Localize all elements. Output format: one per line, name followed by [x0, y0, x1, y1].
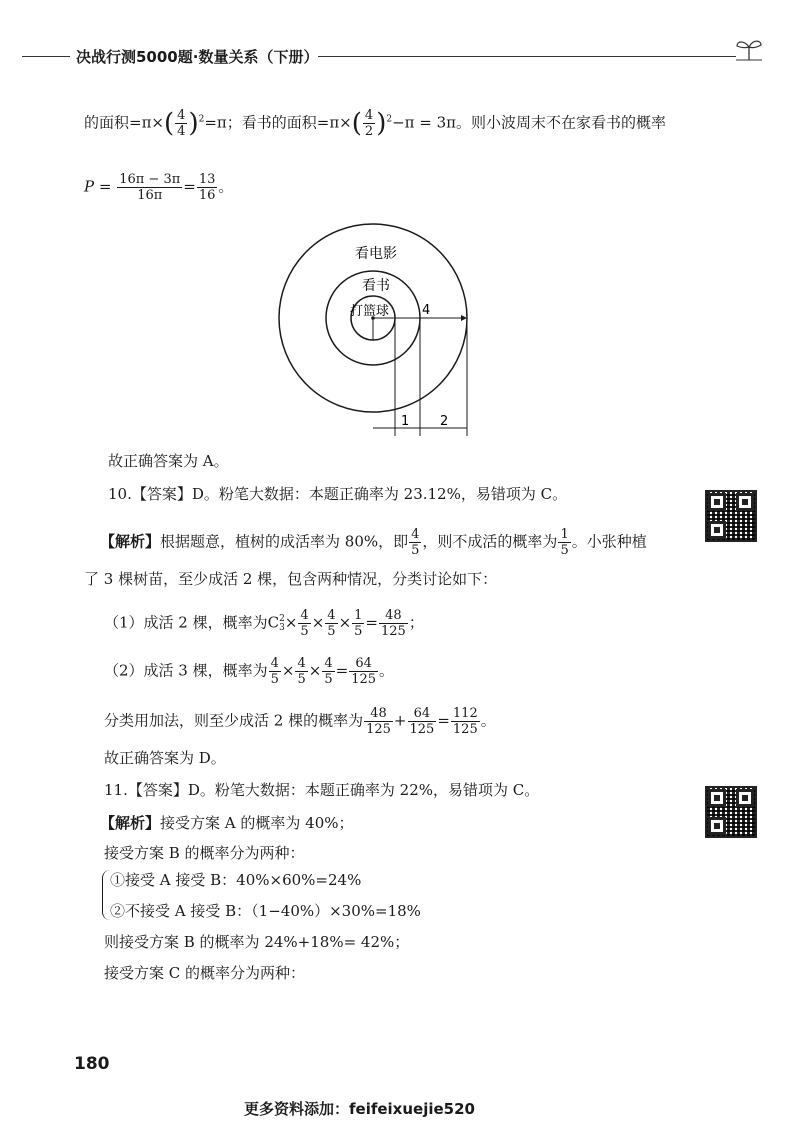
- target-diagram: [270, 218, 490, 446]
- qr-code-q10: [705, 490, 757, 542]
- q10-case1: （1）成活 2 棵，概率为C 2 3 × $\frac{4}{5}$ × $\frac{4}{5}$ × $\frac{1}{5}$ = $\frac{48}{125}$ ；: [104, 608, 424, 639]
- q11-case2: ②不接受 A 接受 B：（1−40%）×30%=18%: [110, 902, 421, 920]
- probability-formula: P = $\frac{16\pi - 3\pi}{16\pi}$ = $\frac{13}{16}$ 。: [84, 172, 234, 203]
- q11-answer-line: 11.【答案】D。粉笔大数据：本题正确率为 22%，易错项为 C。: [104, 781, 540, 799]
- sprout-icon: [734, 36, 764, 62]
- area-prefix: 的面积=π×: [84, 113, 164, 132]
- p-fraction: $\frac{16\pi - 3\pi}{16\pi}$: [119, 172, 181, 203]
- q10-sum: 分类用加法，则至少成活 2 棵的概率为 $\frac{48}{125}$ + $\frac{64}{125}$ = $\frac{112}{125}$ 。: [104, 706, 496, 737]
- area-fraction: $\frac{4}{4}$: [177, 108, 186, 139]
- q10-analysis-line1: 【解析】根据题意，植树的成活率为 80%，即 $\frac{4}{5}$ ，则不成活的概率为 $\frac{1}{5}$ 。小张种植: [100, 527, 647, 558]
- q11-line2: 接受方案 B 的概率分为两种：: [104, 844, 305, 862]
- q9-answer: 故正确答案为 A。: [108, 452, 229, 470]
- q11-analysis-line1: 【解析】接受方案 A 的概率为 40%；: [100, 814, 354, 832]
- label-basketball: 打篮球: [350, 304, 390, 319]
- header-rule-left: [22, 56, 70, 57]
- q10-analysis-line2: 了 3 棵树苗，至少成活 2 棵，包含两种情况，分类讨论如下：: [84, 570, 498, 588]
- page-number: 180: [74, 1054, 110, 1074]
- q11-case1: ①接受 A 接受 B：40%×60%=24%: [110, 871, 362, 889]
- label-movie: 看电影: [355, 246, 397, 262]
- q10-answer: 故正确答案为 D。: [104, 749, 226, 767]
- label-book: 看书: [362, 278, 390, 294]
- label-2: 2: [440, 414, 449, 429]
- q11-line6: 接受方案 C 的概率分为两种：: [104, 964, 306, 982]
- p-result-fraction: $\frac{13}{16}$: [198, 172, 216, 203]
- q10-case2: （2）成活 3 棵，概率为 $\frac{4}{5}$ × $\frac{4}{5}$ × $\frac{4}{5}$ = $\frac{64}{125}$ 。: [104, 656, 395, 687]
- header-title: 决战行测5000题·数量关系（下册）: [76, 48, 319, 66]
- label-1: 1: [401, 414, 410, 429]
- area-result: =π；看书的面积=π×: [204, 113, 352, 132]
- area-formula-line: 的面积=π×( $\frac{4}{4}$ )$^2$=π；看书的面积=π×( $\frac{4}{2}$ )$^2$−π = 3π。则小波周末不在家看书的概率: [84, 108, 667, 139]
- q11-line5: 则接受方案 B 的概率为 24%+18%= 42%；: [104, 933, 410, 951]
- header-rule-right: [318, 56, 736, 57]
- q10-answer-line: 10.【答案】D。粉笔大数据：本题正确率为 23.12%，易错项为 C。: [108, 485, 568, 503]
- book-rest: −π = 3π。则小波周末不在家看书的概率: [392, 113, 667, 132]
- footer-text: 更多资料添加：feifeixuejie520: [244, 1100, 475, 1118]
- qr-code-q11: [705, 786, 757, 838]
- label-4: 4: [422, 303, 431, 318]
- book-fraction: $\frac{4}{2}$: [364, 108, 374, 139]
